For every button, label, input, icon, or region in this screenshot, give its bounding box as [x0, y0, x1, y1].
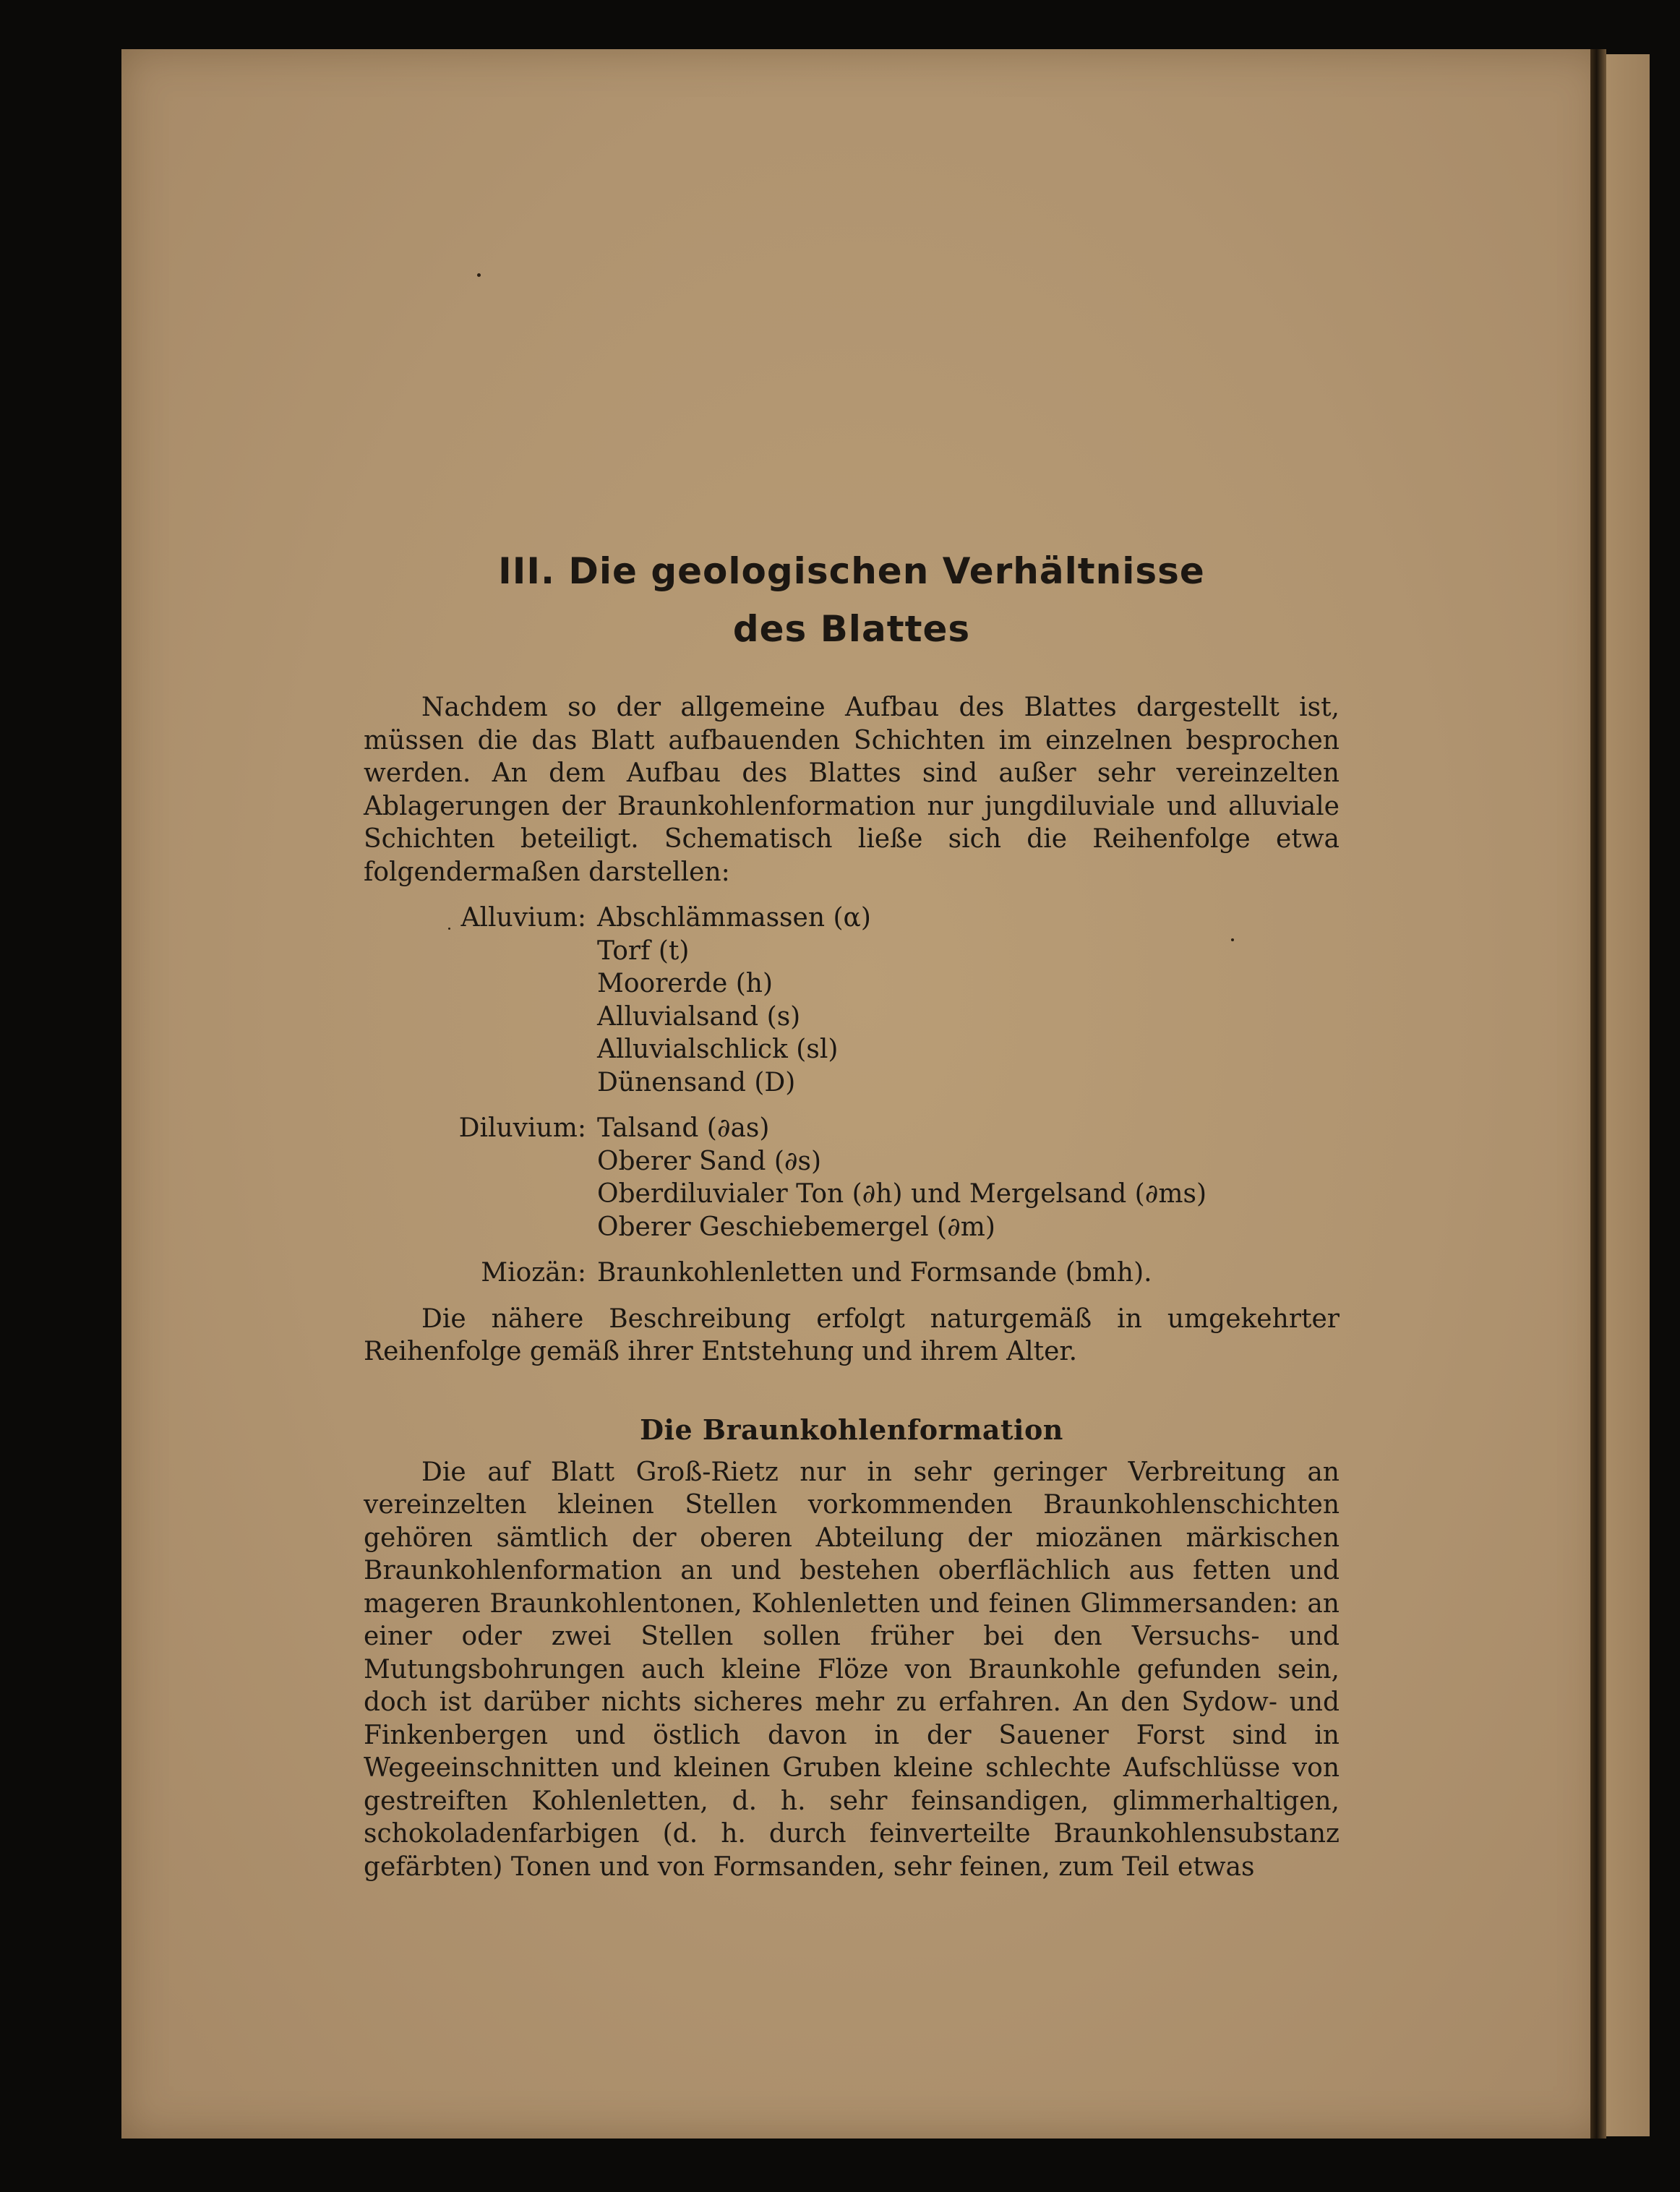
section-body-paragraph: Die auf Blatt Groß-Rietz nur in sehr geringer Verbreitung an vereinzelten kleinen Stellen vorkommenden Braunkohlenschichten gehören sämtlich der oberen Abteilung der miozänen märkischen Braunkohlenformation an und bestehen oberflächlich aus fetten und mageren Braunkohlentonen, Kohlenletten und feinen Glimmersanden: an einer oder zwei Stellen sollen früher bei den Versuchs- und Mutungsbohrungen auch kleine Flöze von Braunkohle gefunden sein, doch ist darüber nichts sicheres mehr zu erfahren. An den Sydow- und Finkenbergen und östlich davon in der Sauener Forst sind in Wegeeinschnitten und kleinen Gruben kleine schlechte Aufschlüsse von gestreiften Kohlenletten, d. h. sehr feinsandigen, glimmerhaltigen, schokoladenfarbigen (d. h. durch feinverteilte Braunkohlensubstanz gefärbten) Tonen und von Formsanden, sehr feinen, zum Teil etwas [364, 1457, 1340, 1882]
era-miozaen [364, 1256, 1340, 1290]
closing-paragraph: Die nähere Beschreibung erfolgt naturgemäß in umgekehrter Reihenfolge gemäß ihrer Entstehung und ihrem Alter. [364, 1303, 1340, 1366]
era-label: Diluvium: [458, 1113, 586, 1143]
layer-item: Oberdiluvialer Ton (∂h) und Mergelsand (∂ms) [597, 1179, 1207, 1209]
page-gutter-edge [1590, 49, 1606, 2139]
era-layers [597, 1256, 1152, 1290]
era-layers [597, 1112, 1207, 1243]
layer-item: Alluvialschlick (sl) [597, 1035, 839, 1064]
intro-paragraph: Nachdem so der allgemeine Aufbau des Blattes dargestellt ist, müssen die das Blatt aufbauenden Schichten im einzelnen besprochen werden. An dem Aufbau des Blattes sind außer sehr vereinzelten Ablagerungen der Braunkohlenformation nur jungdiluviale und alluviale Schichten beteiligt. Schematisch ließe sich die Reihenfolge etwa folgendermaßen darstellen: [364, 693, 1340, 887]
era-diluvium [364, 1112, 1340, 1243]
chapter-title [364, 542, 1340, 658]
layer-item: Moorerde (h) [597, 969, 773, 998]
section-heading: Die Braunkohlenformation [640, 1413, 1063, 1446]
era-label: Miozän: [481, 1258, 586, 1288]
layer-item: Talsand (∂as) [597, 1113, 770, 1143]
chapter-title-line-1: III. Die geologischen Verhältnisse [498, 550, 1205, 592]
era-alluvium [364, 902, 1340, 1099]
layer-item: Braunkohlenletten und Formsande (bmh). [597, 1258, 1152, 1288]
layer-item: Oberer Geschiebemergel (∂m) [597, 1212, 995, 1242]
paper-speck [477, 273, 481, 277]
page-text [364, 542, 1340, 1883]
chapter-title-line-2: des Blattes [732, 608, 971, 650]
layer-item: Torf (t) [597, 936, 690, 966]
layer-item: Alluvialsand (s) [597, 1001, 801, 1032]
layer-item: Abschlämmassen (α) [597, 903, 871, 933]
era-layers [597, 902, 871, 1099]
stratigraphy-list [364, 902, 1340, 1290]
layer-item: Dünensand (D) [597, 1067, 796, 1097]
layer-item: Oberer Sand (∂s) [597, 1146, 822, 1176]
era-label: Alluvium: [460, 903, 586, 933]
adjacent-page-strip [1606, 54, 1650, 2136]
